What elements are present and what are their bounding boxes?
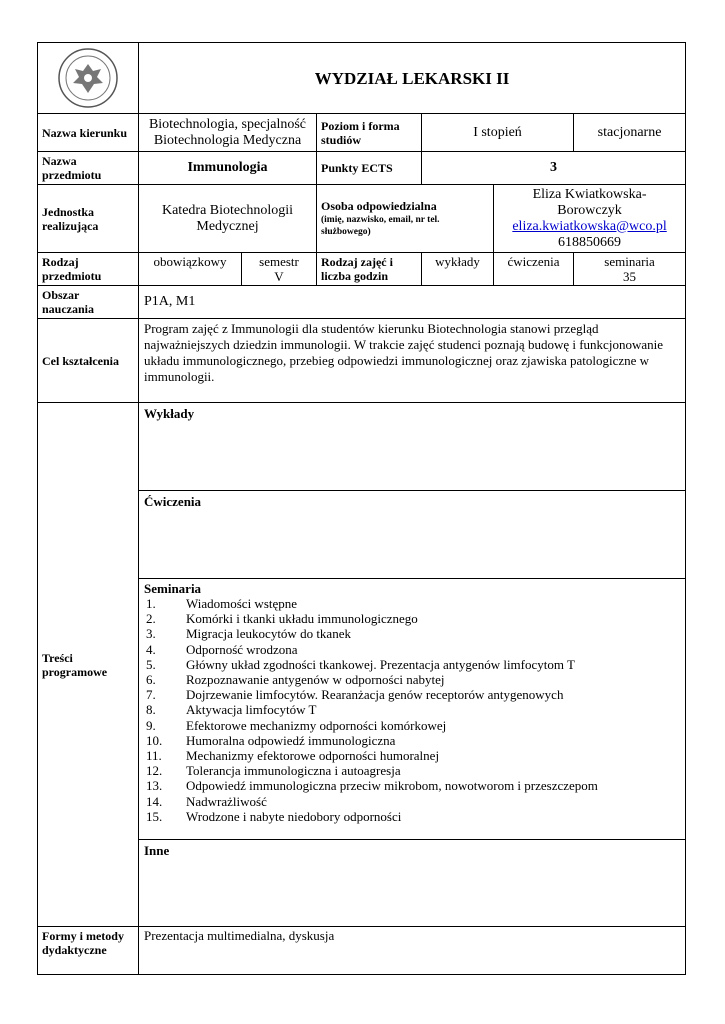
- seminaria-item: [144, 702, 680, 717]
- university-seal-icon: [57, 47, 119, 109]
- przedmiot-label: Nazwa przedmiotu: [38, 152, 139, 185]
- przedmiot-value: Immunologia: [139, 152, 317, 185]
- osoba-label-cell: [317, 185, 494, 253]
- cwiczenia-section: [139, 491, 686, 579]
- seminaria-item-text: Dojrzewanie limfocytów. Rearanżacja genów receptorów antygenowych: [186, 687, 564, 703]
- seminaria-item-number: 2.: [146, 611, 156, 627]
- seminaria-item-number: 7.: [146, 687, 156, 703]
- rodzaj-value: obowiązkowy: [139, 253, 242, 286]
- seminaria-item-number: 6.: [146, 672, 156, 688]
- osoba-email-link[interactable]: eliza.kwiatkowska@wco.pl: [512, 218, 667, 234]
- cel-label: Cel kształcenia: [38, 319, 139, 403]
- osoba-sublabel: (imię, nazwisko, email, nr tel. służbowego): [321, 215, 440, 237]
- forma-value: stacjonarne: [574, 114, 686, 152]
- seminaria-section: [139, 579, 686, 840]
- seminaria-item: [144, 672, 680, 687]
- jednostka-value-line1: Katedra Biotechnologii: [161, 202, 294, 218]
- stopien-value: I stopień: [422, 114, 574, 152]
- jednostka-label: Jednostka realizująca: [38, 185, 139, 253]
- seminaria-hours: 35: [623, 269, 637, 284]
- formy-value: Prezentacja multimedialna, dyskusja: [139, 927, 686, 975]
- inne-title: Inne: [144, 843, 170, 858]
- seminaria-item-number: 10.: [146, 732, 163, 748]
- semestr-cell: [242, 253, 317, 286]
- seminaria-item-text: Tolerancja immunologiczna i autoagresja: [186, 763, 401, 779]
- seminaria-item: [144, 687, 680, 702]
- seminaria-item: [144, 809, 680, 824]
- seminaria-item: [144, 763, 680, 778]
- syllabus-table: [37, 42, 686, 975]
- seminaria-item-text: Humoralna odpowiedź immunologiczna: [186, 732, 396, 748]
- seminaria-cell: [574, 253, 686, 286]
- seminaria-item: [144, 596, 680, 611]
- seminaria-item-number: 1.: [146, 596, 156, 611]
- jednostka-value-line2: Medycznej: [196, 218, 259, 234]
- osoba-name-line2: Borowczyk: [557, 202, 622, 218]
- wyklady-section: [139, 403, 686, 491]
- formy-label: Formy i metody dydaktyczne: [38, 927, 139, 975]
- zajecia-label: Rodzaj zajęć i liczba godzin: [317, 253, 422, 286]
- tresci-label: Treści programowe: [38, 403, 139, 927]
- faculty-title: WYDZIAŁ LEKARSKI II: [139, 43, 686, 114]
- seminaria-item: [144, 718, 680, 733]
- wyklady-value: wykłady: [422, 253, 494, 286]
- seminaria-item: [144, 748, 680, 763]
- seminaria-item: [144, 642, 680, 657]
- seminaria-title: Seminaria: [144, 581, 202, 596]
- seminaria-item-text: Aktywacja limfocytów T: [186, 702, 317, 718]
- osoba-phone: 618850669: [558, 234, 622, 250]
- ects-label: Punkty ECTS: [317, 152, 422, 185]
- kierunek-value: [139, 114, 317, 152]
- cel-text: Program zajęć z Immunologii dla studentów kierunku Biotechnologia stanowi przegląd najważniejszych dziedzin immunologii. W trakcie zajęć studenci poznają budowę i funkcjonowanie układu immunologicznego, przebieg odpowiedzi immunologicznej oraz zjawiska patologiczne w immunologii.: [139, 319, 686, 403]
- semestr-value: V: [274, 269, 284, 284]
- logo-cell: [38, 43, 139, 114]
- seminaria-list: [144, 596, 680, 824]
- seminaria-item-text: Mechanizmy efektorowe odporności humoralnej: [186, 748, 440, 764]
- seminaria-item-text: Wiadomości wstępne: [186, 596, 298, 611]
- seminaria-item-number: 8.: [146, 702, 156, 718]
- osoba-name-line1: Eliza Kwiatkowska-: [532, 186, 647, 202]
- jednostka-value: [139, 185, 317, 253]
- seminaria-item-text: Wrodzone i nabyte niedobory odporności: [186, 808, 402, 824]
- seminaria-item-number: 14.: [146, 793, 163, 809]
- poziom-label: Poziom i forma studiów: [317, 114, 422, 152]
- osoba-value: [494, 185, 686, 253]
- seminaria-item: [144, 611, 680, 626]
- seminaria-item-number: 11.: [146, 748, 162, 764]
- inne-section: [139, 840, 686, 927]
- seminaria-item-number: 9.: [146, 717, 156, 733]
- seminaria-item-number: 13.: [146, 778, 163, 794]
- seminaria-item: [144, 733, 680, 748]
- rodzaj-label: Rodzaj przedmiotu: [38, 253, 139, 286]
- kierunek-label: Nazwa kierunku: [38, 114, 139, 152]
- seminaria-item-text: Rozpoznawanie antygenów w odporności nabytej: [186, 672, 445, 688]
- seminaria-item-number: 12.: [146, 763, 163, 779]
- osoba-label: Osoba odpowiedzialna: [321, 199, 437, 213]
- wyklady-title: Wykłady: [144, 406, 195, 421]
- cwiczenia-title: Ćwiczenia: [144, 494, 202, 509]
- kierunek-value-line2: Biotechnologia Medyczna: [153, 132, 302, 148]
- seminaria-item: [144, 657, 680, 672]
- seminaria-item-text: Komórki i tkanki układu immunologicznego: [186, 611, 418, 627]
- seminaria-item: [144, 778, 680, 793]
- kierunek-value-line1: Biotechnologia, specjalność: [148, 116, 307, 132]
- seminaria-item-text: Migracja leukocytów do tkanek: [186, 626, 351, 642]
- seminaria-label: seminaria: [604, 254, 655, 269]
- seminaria-item-text: Odpowiedź immunologiczna przeciw mikrobom, nowotworom i przeszczepom: [186, 778, 598, 794]
- obszar-value: P1A, M1: [139, 286, 686, 319]
- seminaria-item-text: Odporność wrodzona: [186, 641, 298, 657]
- semestr-label: semestr: [259, 254, 299, 269]
- seminaria-item-text: Główny układ zgodności tkankowej. Prezentacja antygenów limfocytom T: [186, 656, 575, 672]
- seminaria-item-number: 5.: [146, 656, 156, 672]
- seminaria-item: [144, 626, 680, 641]
- seminaria-item-number: 4.: [146, 641, 156, 657]
- cwiczenia-value: ćwiczenia: [494, 253, 574, 286]
- seminaria-item: [144, 794, 680, 809]
- seminaria-item-number: 3.: [146, 626, 156, 642]
- seminaria-item-text: Nadwrażliwość: [186, 793, 267, 809]
- seminaria-item-number: 15.: [146, 808, 163, 824]
- obszar-label: Obszar nauczania: [38, 286, 139, 319]
- seminaria-item-text: Efektorowe mechanizmy odporności komórkowej: [186, 717, 447, 733]
- ects-value: 3: [422, 152, 686, 185]
- syllabus-document: [37, 42, 685, 975]
